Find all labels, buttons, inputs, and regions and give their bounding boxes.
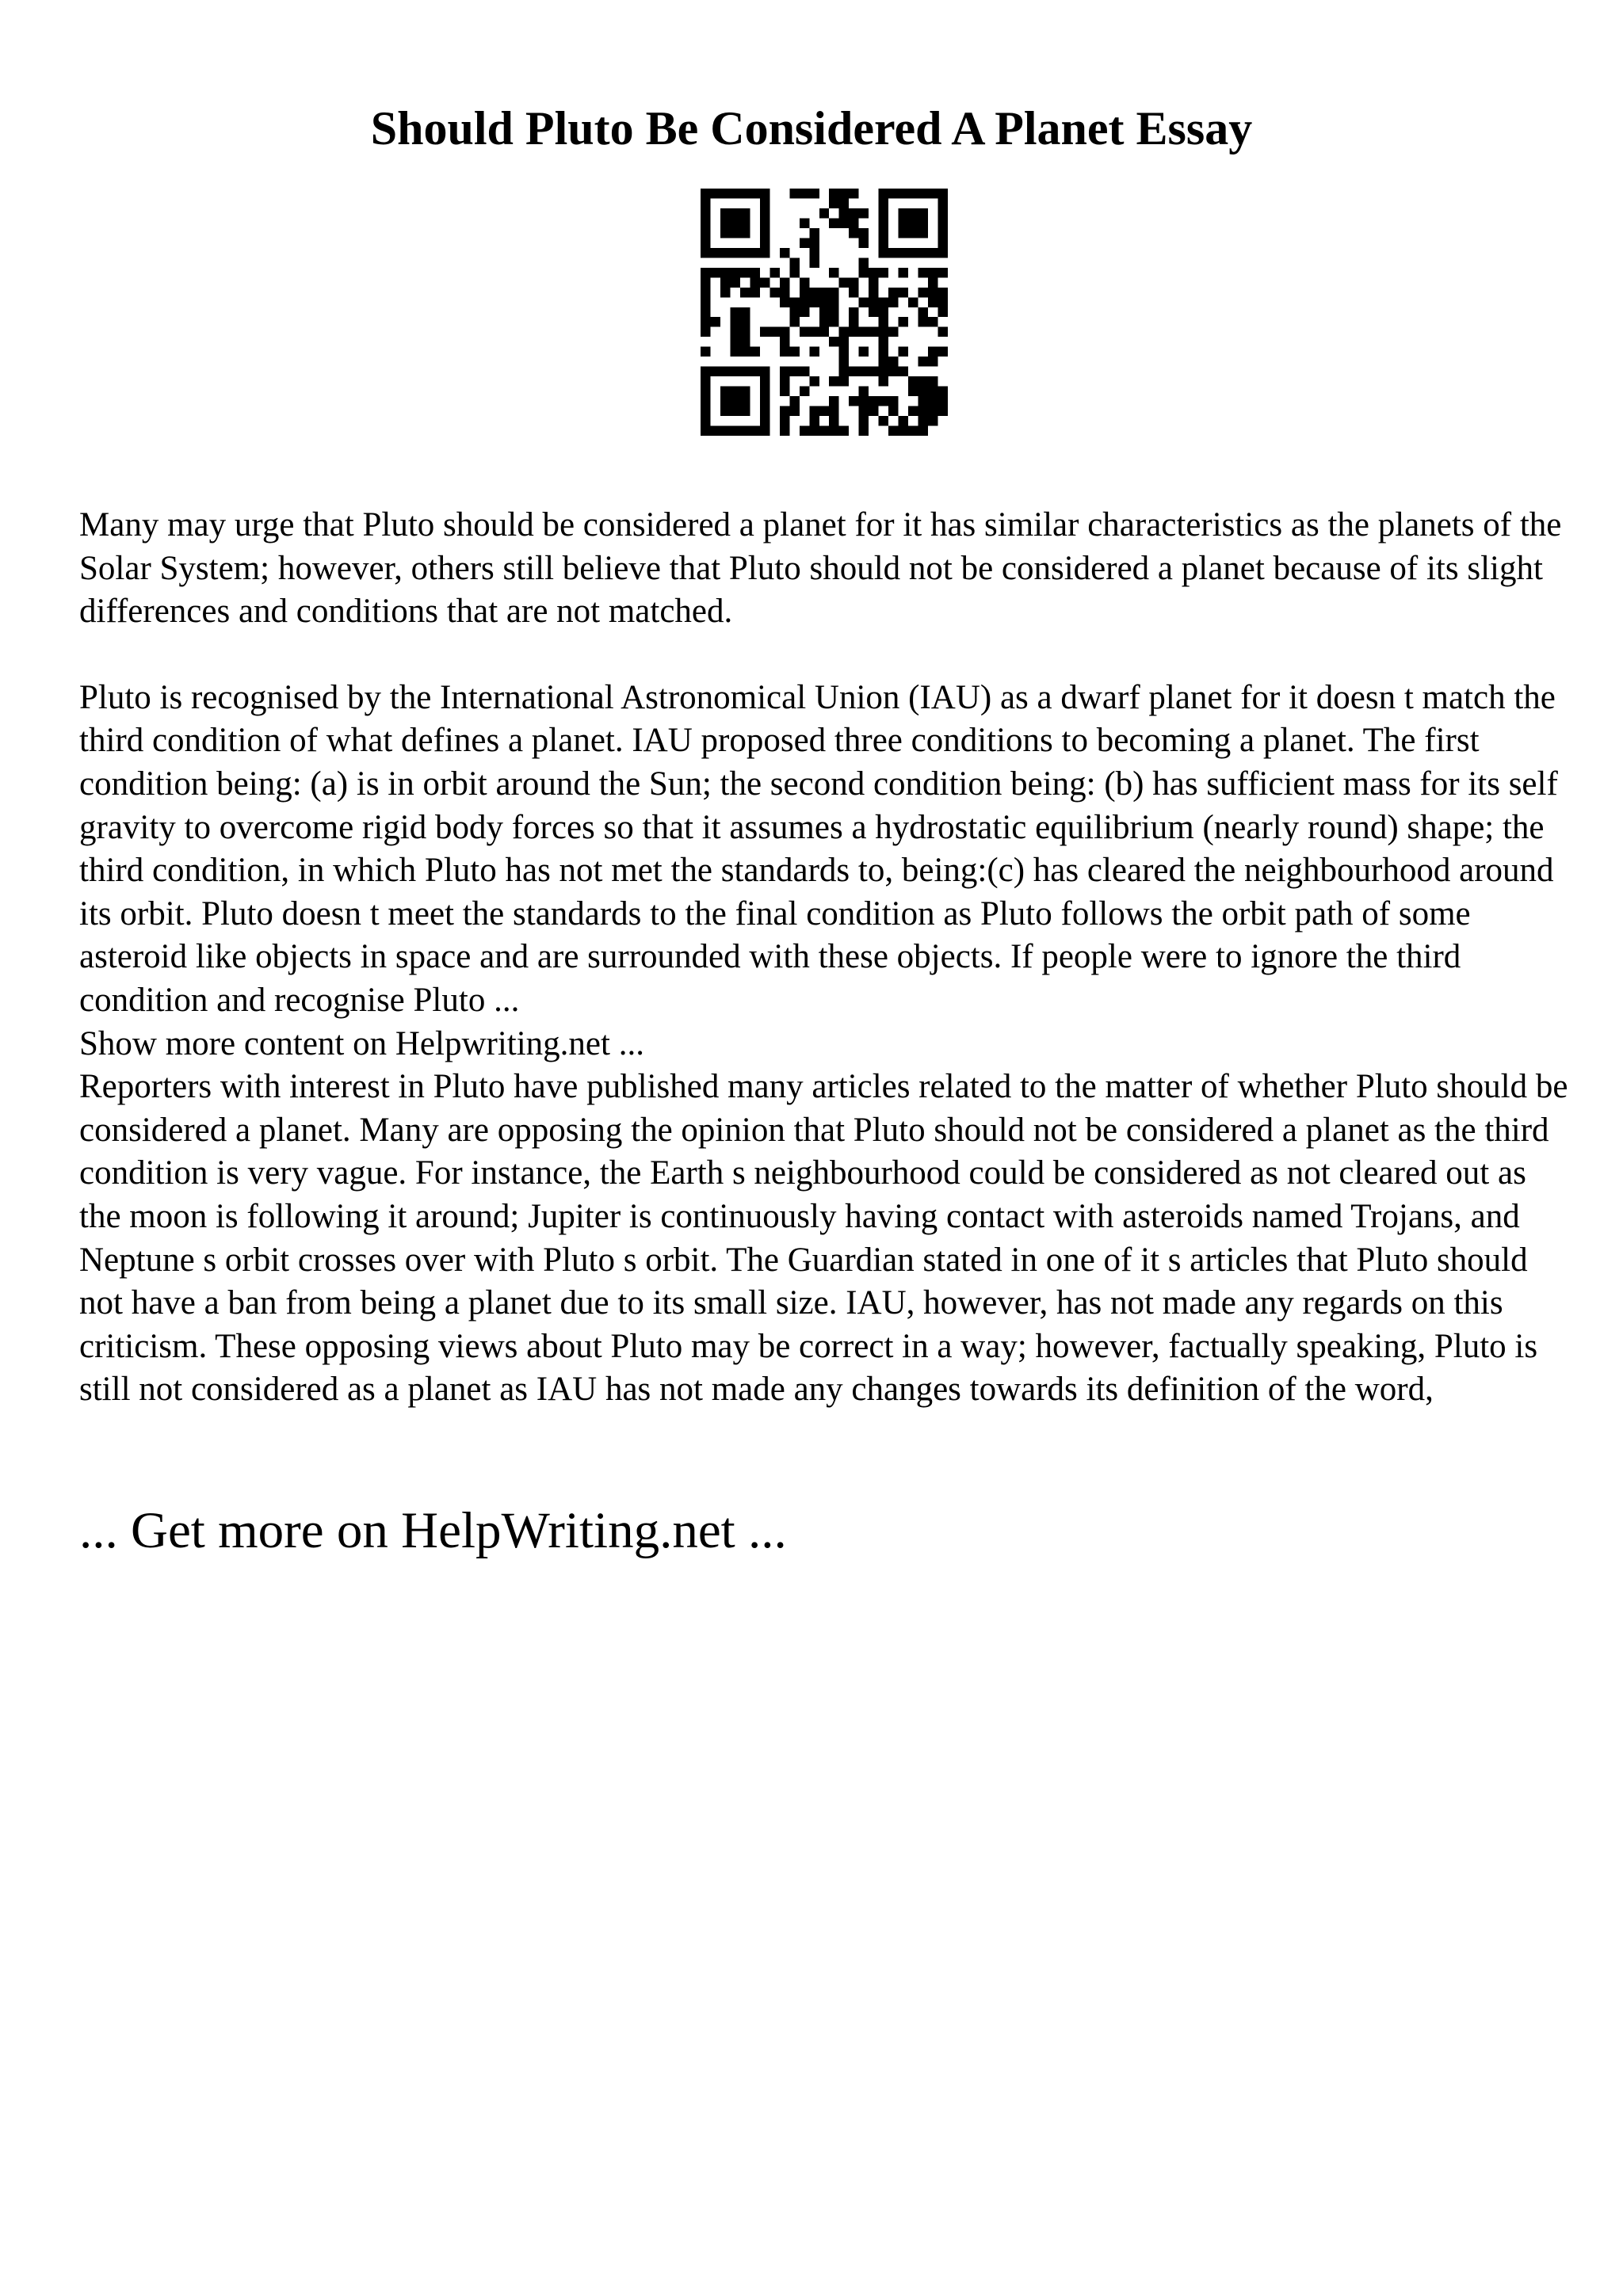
essay-body bbox=[79, 504, 1569, 1412]
paragraph-reporters: Reporters with interest in Pluto have published many articles related to the matter of whether Pluto should be considered a planet. Many are opposing the opinion that Pluto should not be considered a planet as the third condition is very vague. For instance, the Earth s neighbourhood could be considered as not cleared out as the moon is following it around; Jupiter is continuously having contact with asteroids named Trojans, and Neptune s orbit crosses over with Pluto s orbit. The Guardian stated in one of it s articles that Pluto should not have a ban from being a planet due to its small size. IAU, however, has not made any regards on this criticism. These opposing views about Pluto may be correct in a way; however, factually speaking, Pluto is still not considered as a planet as IAU has not made any changes towards its definition of the word, bbox=[79, 1068, 1568, 1409]
get-more-link[interactable]: ... Get more on HelpWriting.net ... bbox=[79, 1502, 787, 1559]
page-title: Should Pluto Be Considered A Planet Essay bbox=[370, 102, 1253, 154]
paragraph-iau-definition: Pluto is recognised by the International Astronomical Union (IAU) as a dwarf planet for it doesn t match the third condition of what defines a planet. IAU proposed three conditions to becoming a planet. The first condition being: (a) is in orbit around the Sun; the second condition being: (b) has sufficient mass for its self gravity to overcome rigid body forces so that it assumes a hydrostatic equilibrium (nearly round) shape; the third condition, in which Pluto has not met the standards to, being:(c) has cleared the neighbourhood around its orbit. Pluto doesn t meet the standards to the final condition as Pluto follows the orbit path of some asteroid like objects in space and are surrounded with these objects. If people were to ignore the third condition and recognise Pluto ... bbox=[79, 678, 1558, 1019]
paragraph-intro: Many may urge that Pluto should be considered a planet for it has similar characteristics as the planets of the Solar System; however, others still believe that Pluto should not be considered a planet because of its slight differences and conditions that are not matched. bbox=[79, 506, 1562, 631]
show-more-link[interactable]: Show more content on Helpwriting.net ... bbox=[79, 1024, 644, 1062]
qr-code-icon bbox=[701, 189, 948, 436]
